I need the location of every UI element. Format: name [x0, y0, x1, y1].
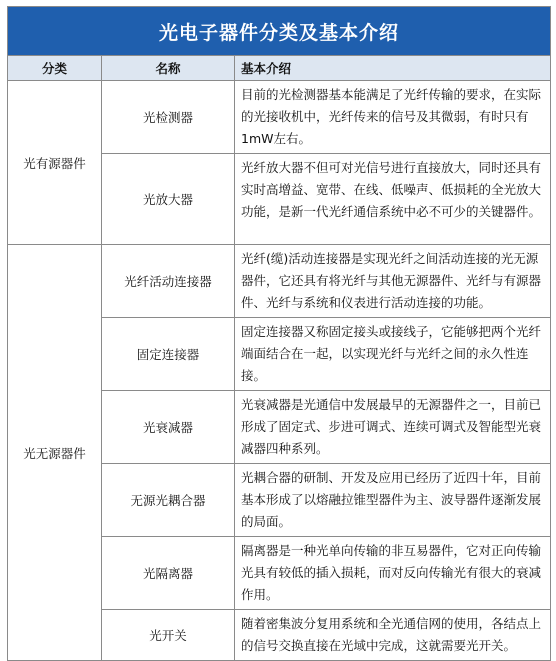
device-name: 光纤活动连接器: [102, 245, 235, 318]
header-row: [8, 56, 551, 81]
device-description: 隔离器是一种光单向传输的非互易器件，它对正向传输光具有较低的插入损耗，而对反向传输光有很大的衰减作用。: [235, 537, 551, 610]
device-name: 光检测器: [102, 81, 235, 154]
device-description: 随着密集波分复用系统和全光通信网的使用，各结点上的信号交换直接在光域中完成，这就需要光开关。: [235, 610, 551, 661]
device-description: 光纤(缆)活动连接器是实现光纤之间活动连接的光无源器件，它还具有将光纤与其他无源器件、光纤与有源器件、光纤与系统和仪表进行活动连接的功能。: [235, 245, 551, 318]
table-container: [7, 6, 550, 661]
device-name: 光开关: [102, 610, 235, 661]
table-title: 光电子器件分类及基本介绍: [8, 7, 551, 56]
device-name: 光放大器: [102, 154, 235, 245]
device-name: 光隔离器: [102, 537, 235, 610]
category-active: 光有源器件: [8, 81, 102, 245]
device-table: [7, 6, 551, 661]
device-description: 光衰减器是光通信中发展最早的无源器件之一，目前已形成了固定式、步进可调式、连续可调式及智能型光衰减器四种系列。: [235, 391, 551, 464]
device-description: 光耦合器的研制、开发及应用已经历了近四十年，目前基本形成了以熔融拉锥型器件为主、波导器件逐渐发展的局面。: [235, 464, 551, 537]
device-description: 光纤放大器不但可对光信号进行直接放大，同时还具有实时高增益、宽带、在线、低噪声、低损耗的全光放大功能，是新一代光纤通信系统中必不可少的关键器件。: [235, 154, 551, 245]
header-name: 名称: [102, 56, 235, 81]
category-passive: 光无源器件: [8, 245, 102, 661]
device-name: 光衰减器: [102, 391, 235, 464]
header-intro: 基本介绍: [235, 56, 551, 81]
device-description: 固定连接器又称固定接头或接线子，它能够把两个光纤端面结合在一起，以实现光纤与光纤之间的永久性连接。: [235, 318, 551, 391]
device-description: 目前的光检测器基本能满足了光纤传输的要求，在实际的光接收机中，光纤传来的信号及其微弱，有时只有1mW左右。: [235, 81, 551, 154]
table-row: [8, 81, 551, 154]
header-category: 分类: [8, 56, 102, 81]
device-name: 无源光耦合器: [102, 464, 235, 537]
table-row: [8, 245, 551, 318]
device-name: 固定连接器: [102, 318, 235, 391]
